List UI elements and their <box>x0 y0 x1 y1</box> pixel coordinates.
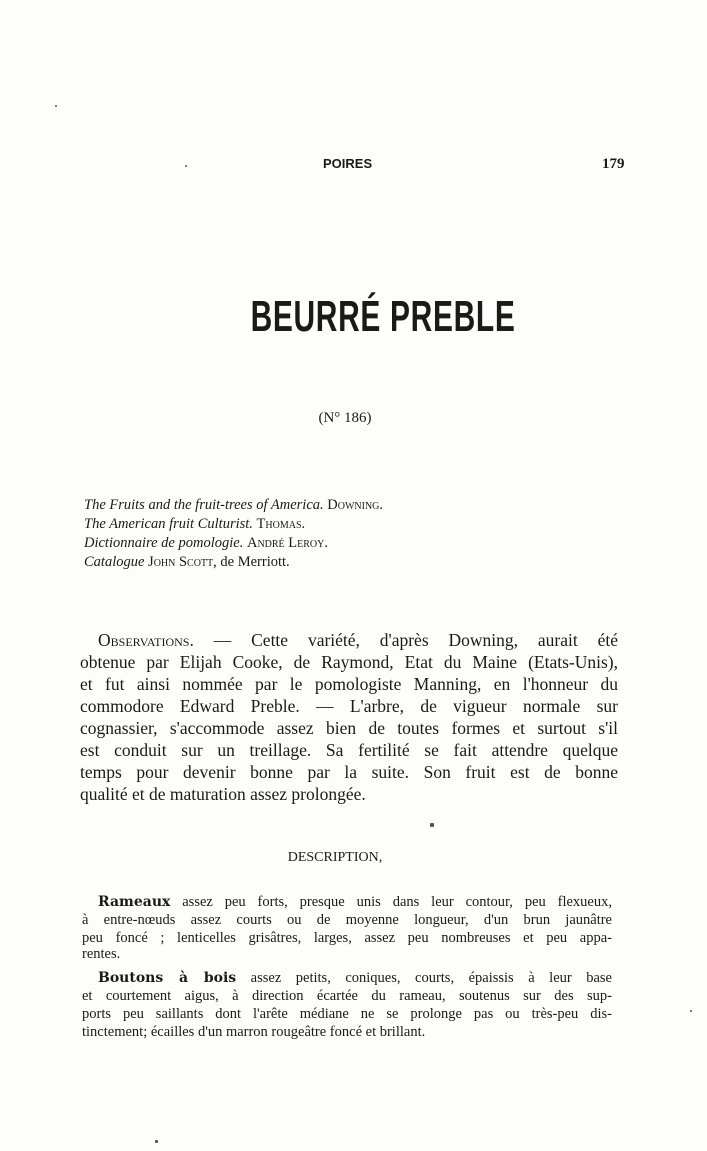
reference-title: Dictionnaire de pomologie. <box>84 535 244 551</box>
text-line: ports peu saillants dont l'arête médiane ne se prolonge pas ou très-peu dis- <box>82 1006 612 1022</box>
text-line: obtenue par Elijah Cooke, de Raymond, Etat du Maine (Etats-Unis), <box>80 652 618 672</box>
boutons-lead: Boutons à bois <box>98 970 237 986</box>
ink-speck <box>690 1010 692 1012</box>
reference <box>84 496 383 515</box>
text-line: cognassier, s'accommode assez bien de toutes formes et surtout s'il <box>80 718 618 738</box>
ink-speck <box>155 1140 158 1143</box>
reference-author: André Leroy. <box>246 535 328 551</box>
line-text: assez petits, coniques, courts, épaissis à leur base <box>250 970 612 986</box>
observations-lead: Observations. <box>98 630 194 650</box>
text-line: commodore Edward Preble. — L'arbre, de vigueur normale sur <box>80 696 618 716</box>
line-text: assez peu forts, presque unis dans leur contour, peu flexueux, <box>182 894 612 910</box>
reference-extra: de Merriott. <box>220 554 290 570</box>
ink-speck <box>430 823 434 827</box>
text-line: à entre-nœuds assez courts ou de moyenne longueur, d'un brun jaunâtre <box>82 912 612 928</box>
variety-number: (N° 186) <box>318 410 372 426</box>
text-line: est conduit sur un treillage. Sa fertilité se fait attendre quelque <box>80 740 618 760</box>
reference-title: The American fruit Culturist. <box>84 516 253 532</box>
text-line: tinctement; écailles d'un marron rougeâtre foncé et brillant. <box>82 1024 426 1040</box>
reference-author: Thomas. <box>256 516 306 532</box>
running-header: POIRES <box>323 156 373 171</box>
text-line: rentes. <box>82 946 121 962</box>
text-line <box>98 970 612 988</box>
reference-title: The Fruits and the fruit-trees of America. <box>84 497 324 513</box>
text-line: et fut ainsi nommée par le pomologiste Manning, en l'honneur du <box>80 674 618 694</box>
text-line: qualité et de maturation assez prolongée. <box>80 784 366 804</box>
reference <box>84 553 290 572</box>
text-line <box>98 630 618 652</box>
text-line: et courtement aigus, à direction écartée du rameau, soutenus sur des sup- <box>82 988 612 1004</box>
reference <box>84 534 328 553</box>
ink-speck <box>55 105 57 107</box>
ink-speck <box>185 165 187 167</box>
rameaux-lead: Rameaux <box>98 894 171 910</box>
page-title: BEURRÉ PREBLE <box>250 292 516 341</box>
reference-author: Downing. <box>327 497 384 513</box>
page-number: 179 <box>602 156 625 172</box>
text-line: temps pour devenir bonne par la suite. Son fruit est de bonne <box>80 762 618 782</box>
reference-title: Catalogue <box>84 554 145 570</box>
section-heading: DESCRIPTION, <box>287 850 383 865</box>
line-text: — Cette variété, d'après Downing, aurait été <box>213 630 618 650</box>
text-line: peu foncé ; lenticelles grisâtres, larges, assez peu nombreuses et peu appa- <box>82 930 612 946</box>
reference-author: John Scott, <box>148 554 217 570</box>
reference <box>84 515 305 534</box>
text-line <box>98 894 612 912</box>
